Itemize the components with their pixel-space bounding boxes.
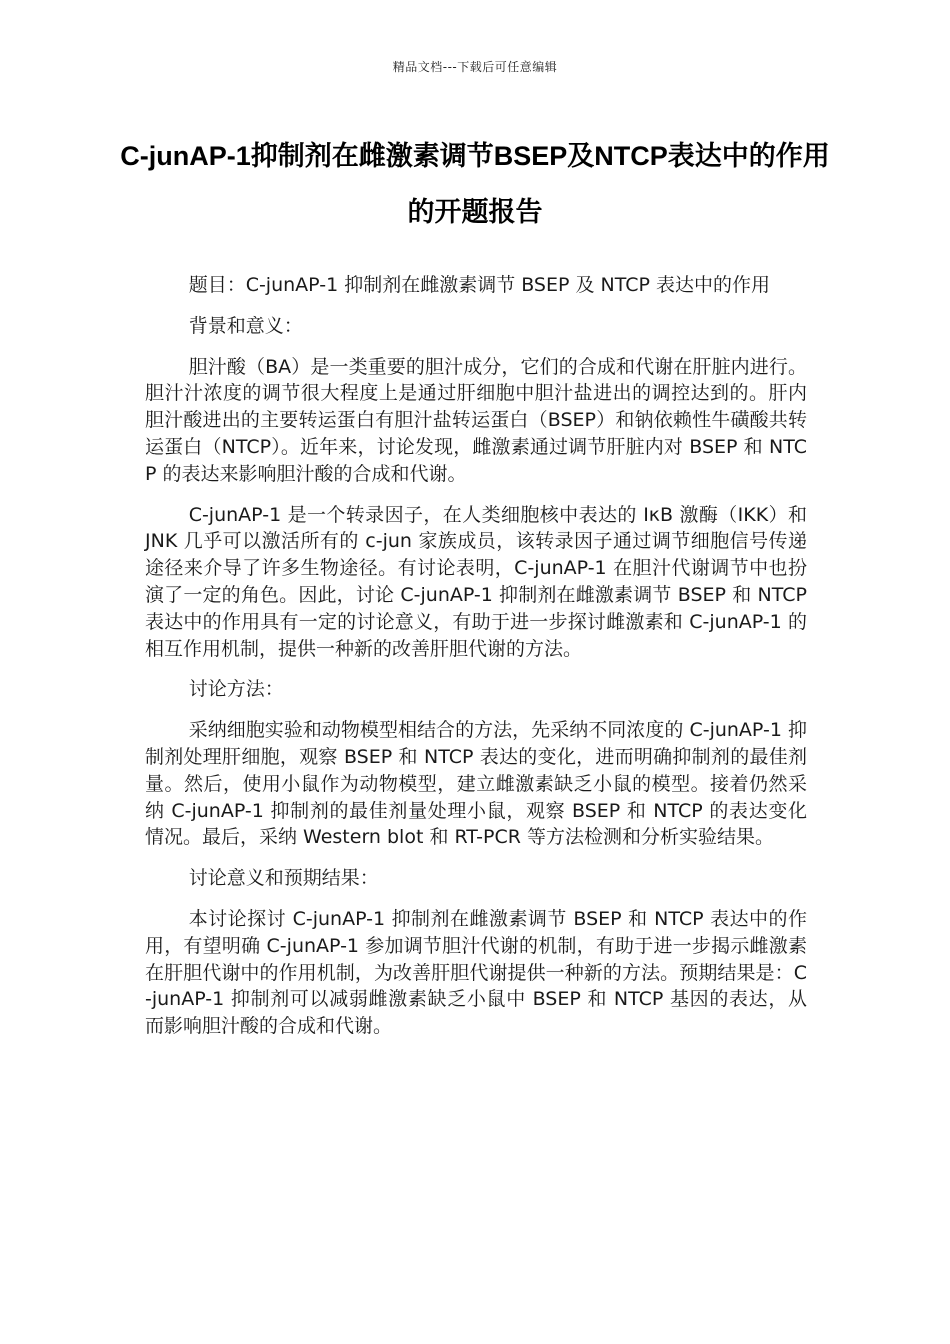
header-note: 精品文档---下载后可任意编辑: [392, 60, 558, 74]
methods-paragraph: 采纳细胞实验和动物模型相结合的方法，先采纳不同浓度的 C-junAP-1 抑制剂处理肝细胞，观察 BSEP 和 NTCP 表达的变化，进而明确抑制剂的最佳剂量。然后，使用小鼠作为动物模型，建立雌激素缺乏小鼠的模型。接着仍然采纳 C-junAP-1 抑制剂的最佳剂量处理小鼠，观察 BSEP 和 NTCP 的表达变化情况。最后，采纳 Western blot 和 RT-PCR 等方法检测和分析实验结果。: [145, 719, 807, 849]
results-paragraph: 本讨论探讨 C-junAP-1 抑制剂在雌激素调节 BSEP 和 NTCP 表达中的作用，有望明确 C-junAP-1 参加调节胆汁代谢的机制，有助于进一步揭示雌激素在肝胆代谢中的作用机制，为改善肝胆代谢提供一种新的方法。预期结果是：C-junAP-1 抑制剂可以减弱雌激素缺乏小鼠中 BSEP 和 NTCP 基因的表达，从而影响胆汁酸的合成和代谢。: [145, 907, 807, 1038]
background-heading: 背景和意义：: [188, 314, 303, 337]
results-heading: 讨论意义和预期结果：: [188, 867, 379, 890]
document-title: C-junAP-1抑制剂在雌激素调节BSEP及NTCP表达中的作用的开题报告: [120, 141, 830, 227]
background-paragraph-2: C-junAP-1 是一个转录因子，在人类细胞核中表达的 IκB 激酶（IKK）和 JNK 几乎可以激活所有的 c-jun 家族成员，该转录因子通过调节细胞信号传递途径来介导了许多生物途径。有讨论表明，C-junAP-1 在胆汁代谢调节中也扮演了一定的角色。因此，讨论 C-junAP-1 抑制剂在雌激素调节 BSEP 和 NTCP 表达中的作用具有一定的讨论意义，有助于进一步探讨雌激素和 C-junAP-1 的相互作用机制，提供一种新的改善肝胆代谢的方法。: [145, 503, 807, 660]
methods-heading: 讨论方法：: [188, 678, 284, 701]
document-body: [145, 272, 807, 1054]
topic-paragraph: 题目：C-junAP-1 抑制剂在雌激素调节 BSEP 及 NTCP 表达中的作用: [188, 274, 771, 296]
background-paragraph-1: 胆汁酸（BA）是一类重要的胆汁成分，它们的合成和代谢在肝脏内进行。胆汁汁浓度的调节很大程度上是通过肝细胞中胆汁盐进出的调控达到的。肝内胆汁酸进出的主要转运蛋白有胆汁盐转运蛋白（BSEP）和钠依赖性牛磺酸共转运蛋白（NTCP）。近年来，讨论发现，雌激素通过调节肝脏内对 BSEP 和 NTCP 的表达来影响胆汁酸的合成和代谢。: [145, 355, 807, 485]
